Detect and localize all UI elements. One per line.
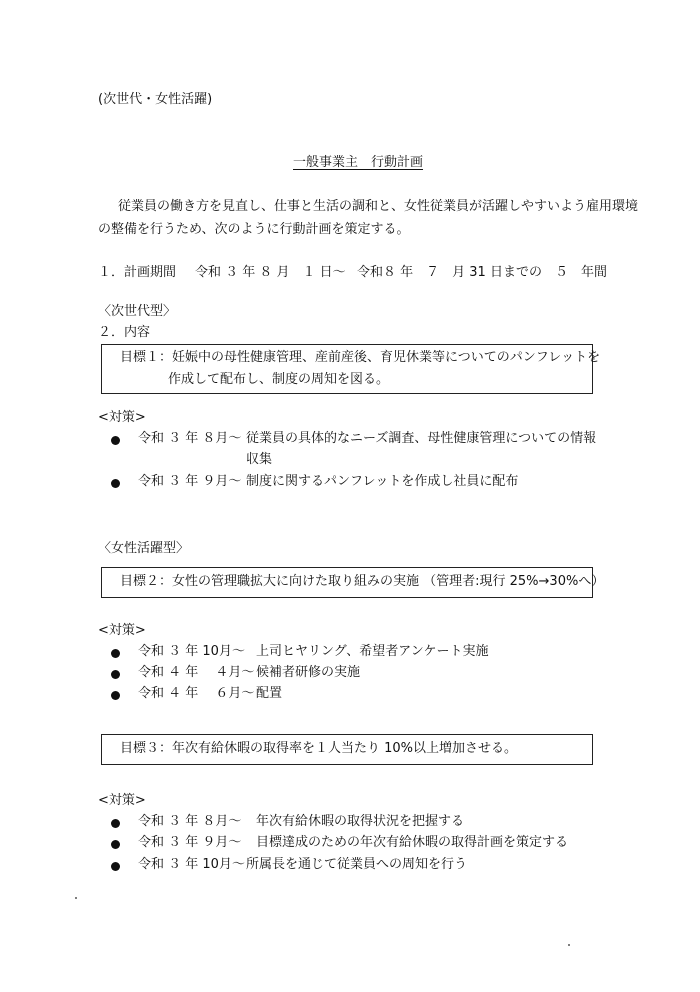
goal-1-line-2: 作成して配布し、制度の周知を図る。 bbox=[168, 372, 390, 387]
bullet-icon bbox=[111, 840, 120, 849]
section-heading-nextgen: 〈次世代型〉 bbox=[98, 304, 177, 319]
intro-line-1: 従業員の働き方を見直し、仕事と生活の調和と、女性従業員が活躍しやすいよう雇用環境 bbox=[118, 199, 639, 214]
measure-text-cont: 収集 bbox=[246, 452, 273, 467]
measure-text: 所属長を通じて従業員への周知を行う bbox=[246, 857, 468, 872]
measure-date: 令和 ３ 年 ８月～ bbox=[138, 431, 242, 446]
measure-text: 年次有給休暇の取得状況を把握する bbox=[256, 814, 465, 829]
plan-period-start: 令和 ３ 年 ８ 月 １ 日～ bbox=[195, 265, 346, 280]
section-heading-women: 〈女性活躍型〉 bbox=[98, 541, 190, 556]
bullet-icon bbox=[111, 479, 120, 488]
scan-speck bbox=[568, 944, 570, 946]
measure-date: 令和 ３ 年 ９月～ bbox=[138, 835, 242, 850]
measure-date: 令和 ４ 年 ６月～ bbox=[138, 686, 255, 701]
measure-text: 候補者研修の実施 bbox=[256, 665, 361, 680]
measure-text: 配置 bbox=[256, 686, 283, 701]
content-label: ２．内容 bbox=[98, 325, 151, 340]
bullet-icon bbox=[111, 649, 120, 658]
goal-3-text: 目標３：年次有給休暇の取得率を１人当たり 10%以上増加させる。 bbox=[120, 741, 518, 756]
measure-text: 目標達成のための年次有給休暇の取得計画を策定する bbox=[256, 835, 569, 850]
measures-heading-2: <対策> bbox=[98, 623, 146, 638]
measure-text: 従業員の具体的なニーズ調査、母性健康管理についての情報 bbox=[246, 431, 597, 446]
measure-date: 令和 ３ 年 10月～ bbox=[138, 857, 245, 872]
measure-date: 令和 ４ 年 ４月～ bbox=[138, 665, 255, 680]
measure-date: 令和 ３ 年 ９月～ bbox=[138, 474, 242, 489]
bullet-icon bbox=[111, 862, 120, 871]
measures-heading-3: <対策> bbox=[98, 793, 146, 808]
goal-2-text: 目標２：女性の管理職拡大に向けた取り組みの実施 （管理者:現行 25%→30%へ） bbox=[120, 574, 605, 589]
bullet-icon bbox=[111, 819, 120, 828]
measure-date: 令和 ３ 年 ８月～ bbox=[138, 814, 242, 829]
measure-text: 制度に関するパンフレットを作成し社員に配布 bbox=[246, 474, 519, 489]
bullet-icon bbox=[111, 436, 120, 445]
bullet-icon bbox=[111, 670, 120, 679]
plan-period-end: 令和８ 年 ７ 月 31 日までの ５ 年間 bbox=[357, 265, 607, 280]
bullet-icon bbox=[111, 691, 120, 700]
intro-line-2: の整備を行うため、次のように行動計画を策定する。 bbox=[98, 222, 410, 237]
plan-period-label: １．計画期間 bbox=[98, 265, 177, 280]
measure-date: 令和 ３ 年 10月～ bbox=[138, 644, 245, 659]
scan-speck bbox=[75, 897, 77, 899]
page-title: 一般事業主 行動計画 bbox=[293, 155, 424, 170]
measure-text: 上司ヒヤリング、希望者アンケート実施 bbox=[256, 644, 489, 659]
header-tag: (次世代・女性活躍) bbox=[98, 92, 213, 107]
measures-heading-1: <対策> bbox=[98, 410, 146, 425]
goal-1-line-1: 目標１：妊娠中の母性健康管理、産前産後、育児休業等についてのパンフレットを bbox=[120, 350, 601, 365]
